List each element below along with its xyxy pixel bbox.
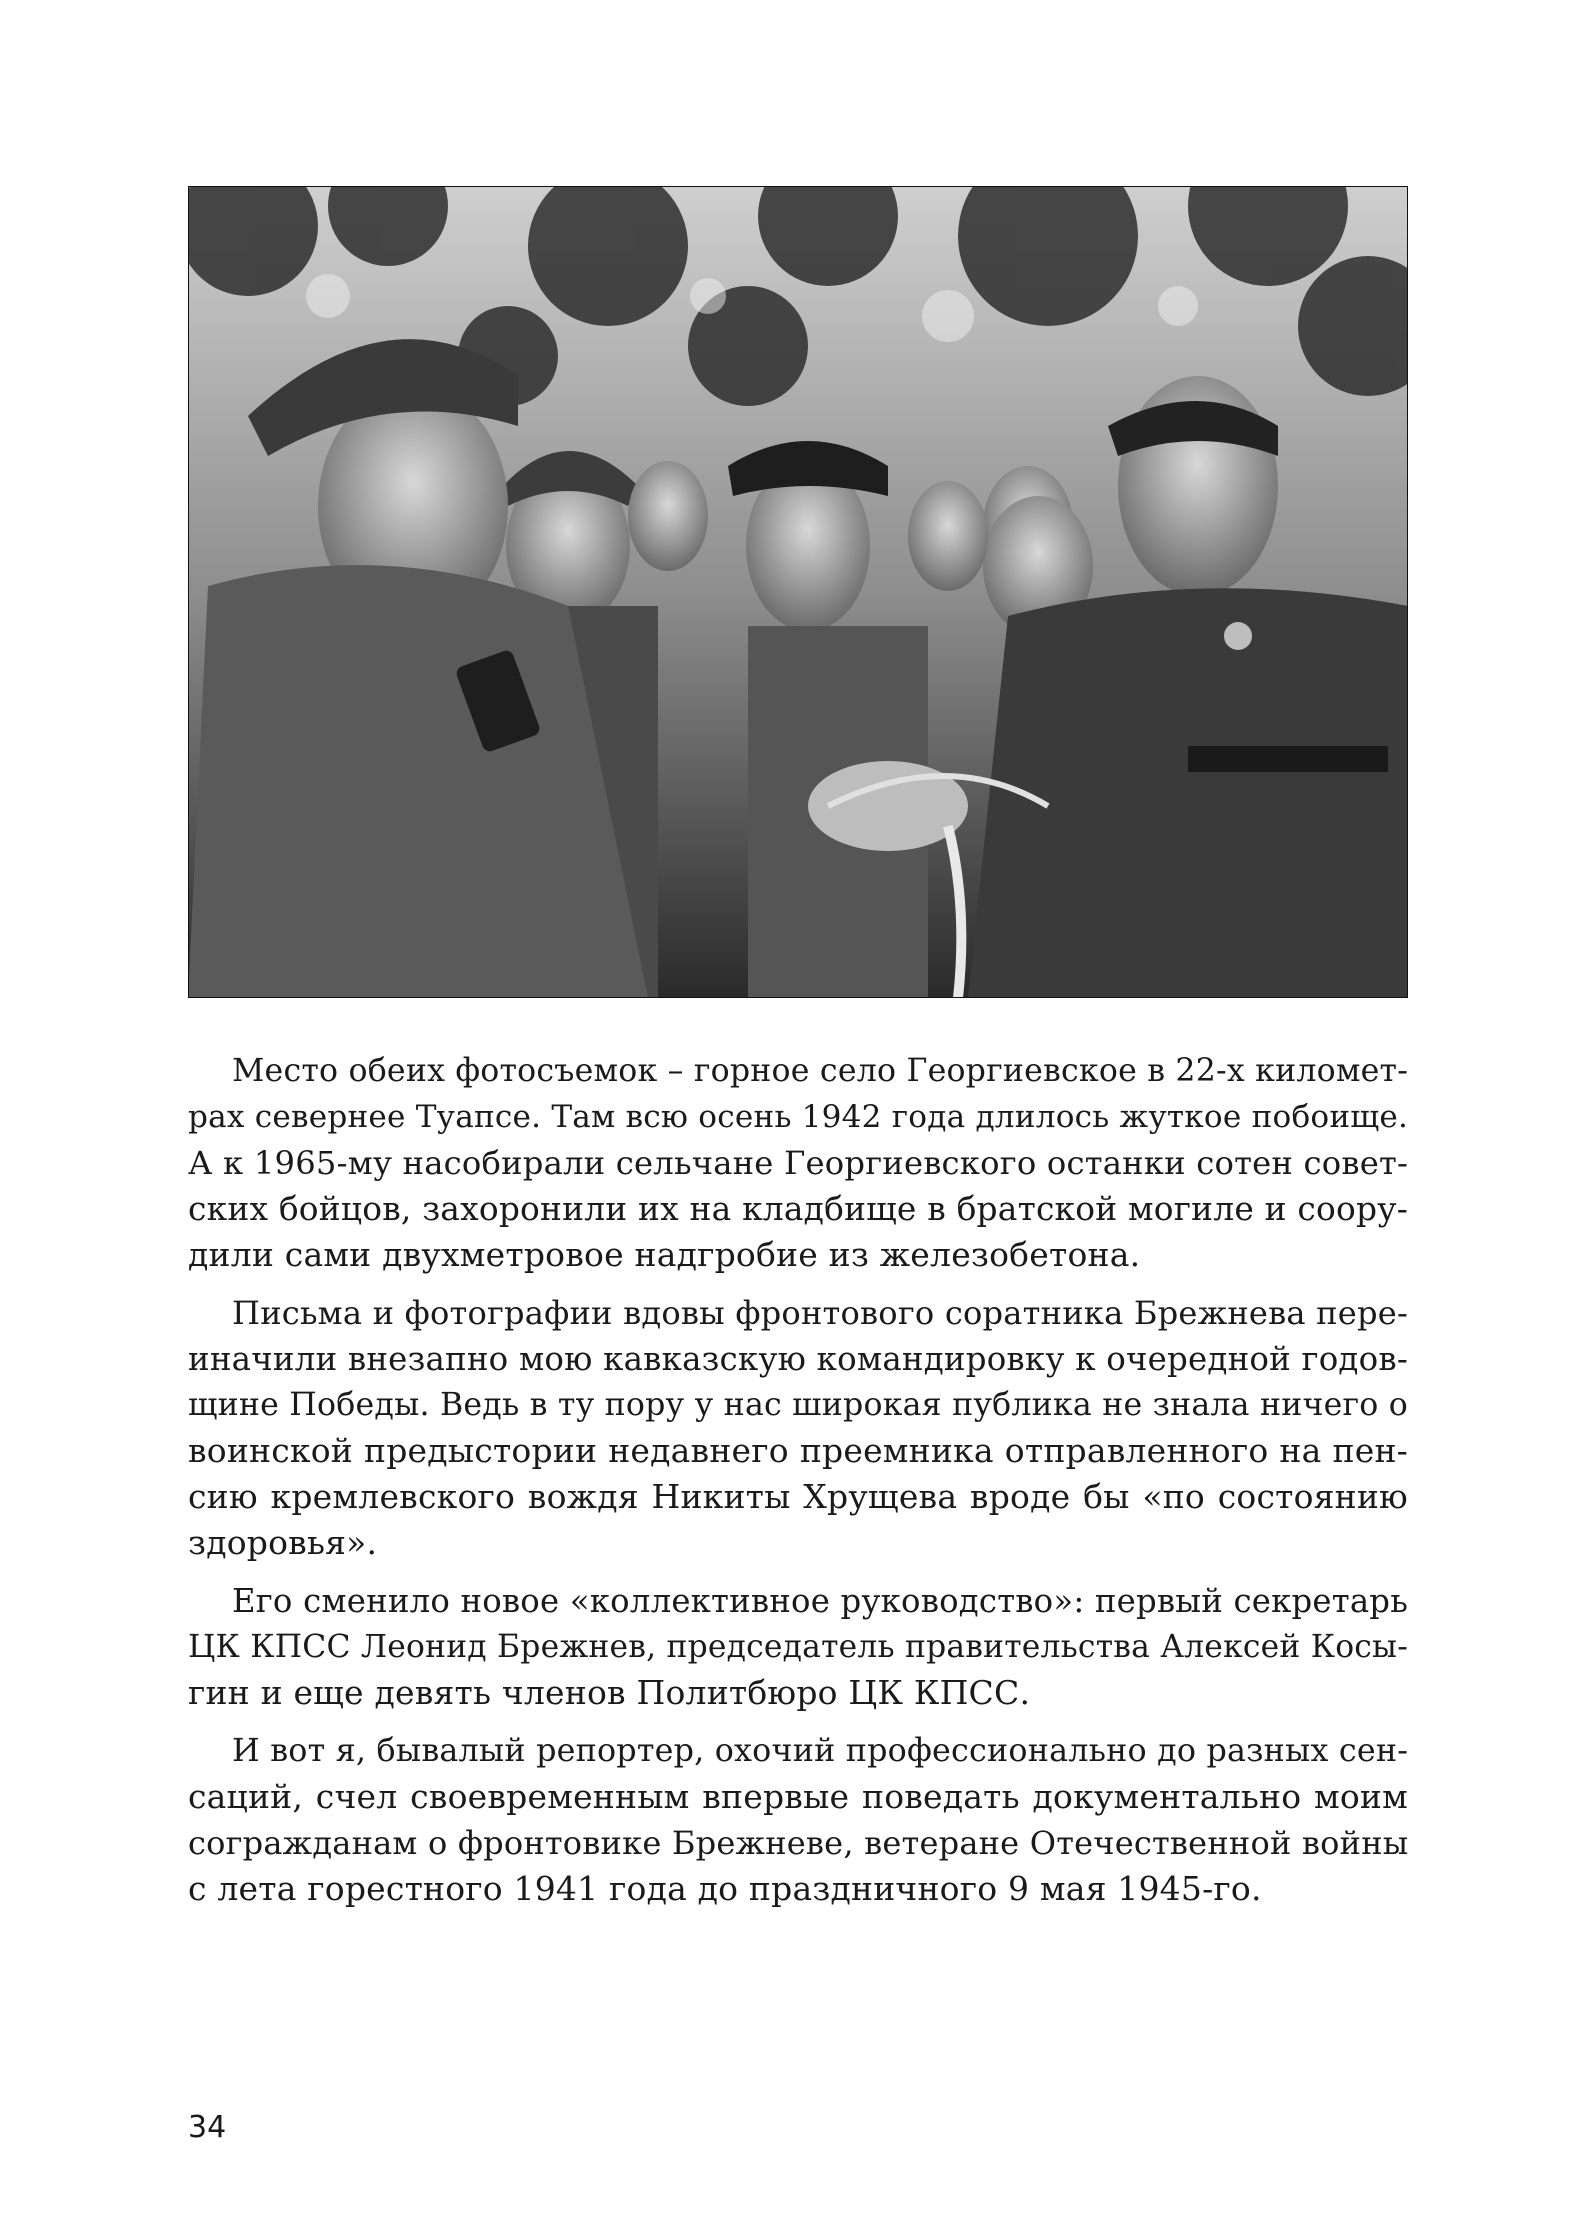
text-line: иначили внезапно мою кавказскую командировку к очередной годов-	[188, 1340, 1408, 1378]
article-text	[188, 1048, 1408, 1912]
text-line: щине Победы. Ведь в ту пору у нас широкая публика не знала ничего о	[188, 1387, 1408, 1423]
paragraph-4	[188, 1728, 1408, 1912]
paragraph-1	[188, 1048, 1408, 1278]
text-line: Место обеих фотосъемок – горное село Георгиевское в 22-х километ-	[232, 1053, 1409, 1089]
text-line: с лета горестного 1941 года до праздничного 9 мая 1945-го.	[188, 1869, 1262, 1908]
text-line: воинской предыстории недавнего преемника отправленного на пен-	[188, 1431, 1408, 1470]
text-line: И вот я, бывалый репортер, охочий профессионально до разных сен-	[232, 1733, 1409, 1769]
paragraph-3	[188, 1578, 1408, 1716]
text-line: ЦК КПСС Леонид Брежнев, председатель правительства Алексей Косы-	[188, 1629, 1408, 1665]
paragraph-2	[188, 1290, 1408, 1566]
text-line: здоровья».	[188, 1523, 378, 1562]
archival-photo	[188, 186, 1408, 998]
page-number: 34	[188, 2110, 227, 2145]
text-line: А к 1965-му насобирали сельчане Георгиевского останки сотен совет-	[188, 1144, 1409, 1182]
text-line: согражданам о фронтовике Брежневе, ветеране Отечественной войны	[188, 1824, 1409, 1862]
text-line: гин и еще девять членов Политбюро ЦК КПСС.	[188, 1673, 1031, 1712]
text-line: рах севернее Туапсе. Там всю осень 1942 года длилось жуткое побоище.	[188, 1099, 1409, 1135]
text-line: дили сами двухметровое надгробие из железобетона.	[188, 1235, 1141, 1274]
text-line: Письма и фотографии вдовы фронтового соратника Брежнева пере-	[232, 1294, 1408, 1332]
text-line: Его сменило новое «коллективное руководство»: первый секретарь	[232, 1582, 1408, 1620]
archival-photo-soldiers-handshake-icon	[188, 186, 1408, 998]
text-line: сию кремлевского вождя Никиты Хрущева вроде бы «по состоянию	[188, 1477, 1408, 1516]
text-line: ских бойцов, захоронили их на кладбище в братской могиле и соору-	[188, 1189, 1409, 1228]
text-line: саций, счел своевременным впервые поведать документально моим	[188, 1777, 1408, 1816]
